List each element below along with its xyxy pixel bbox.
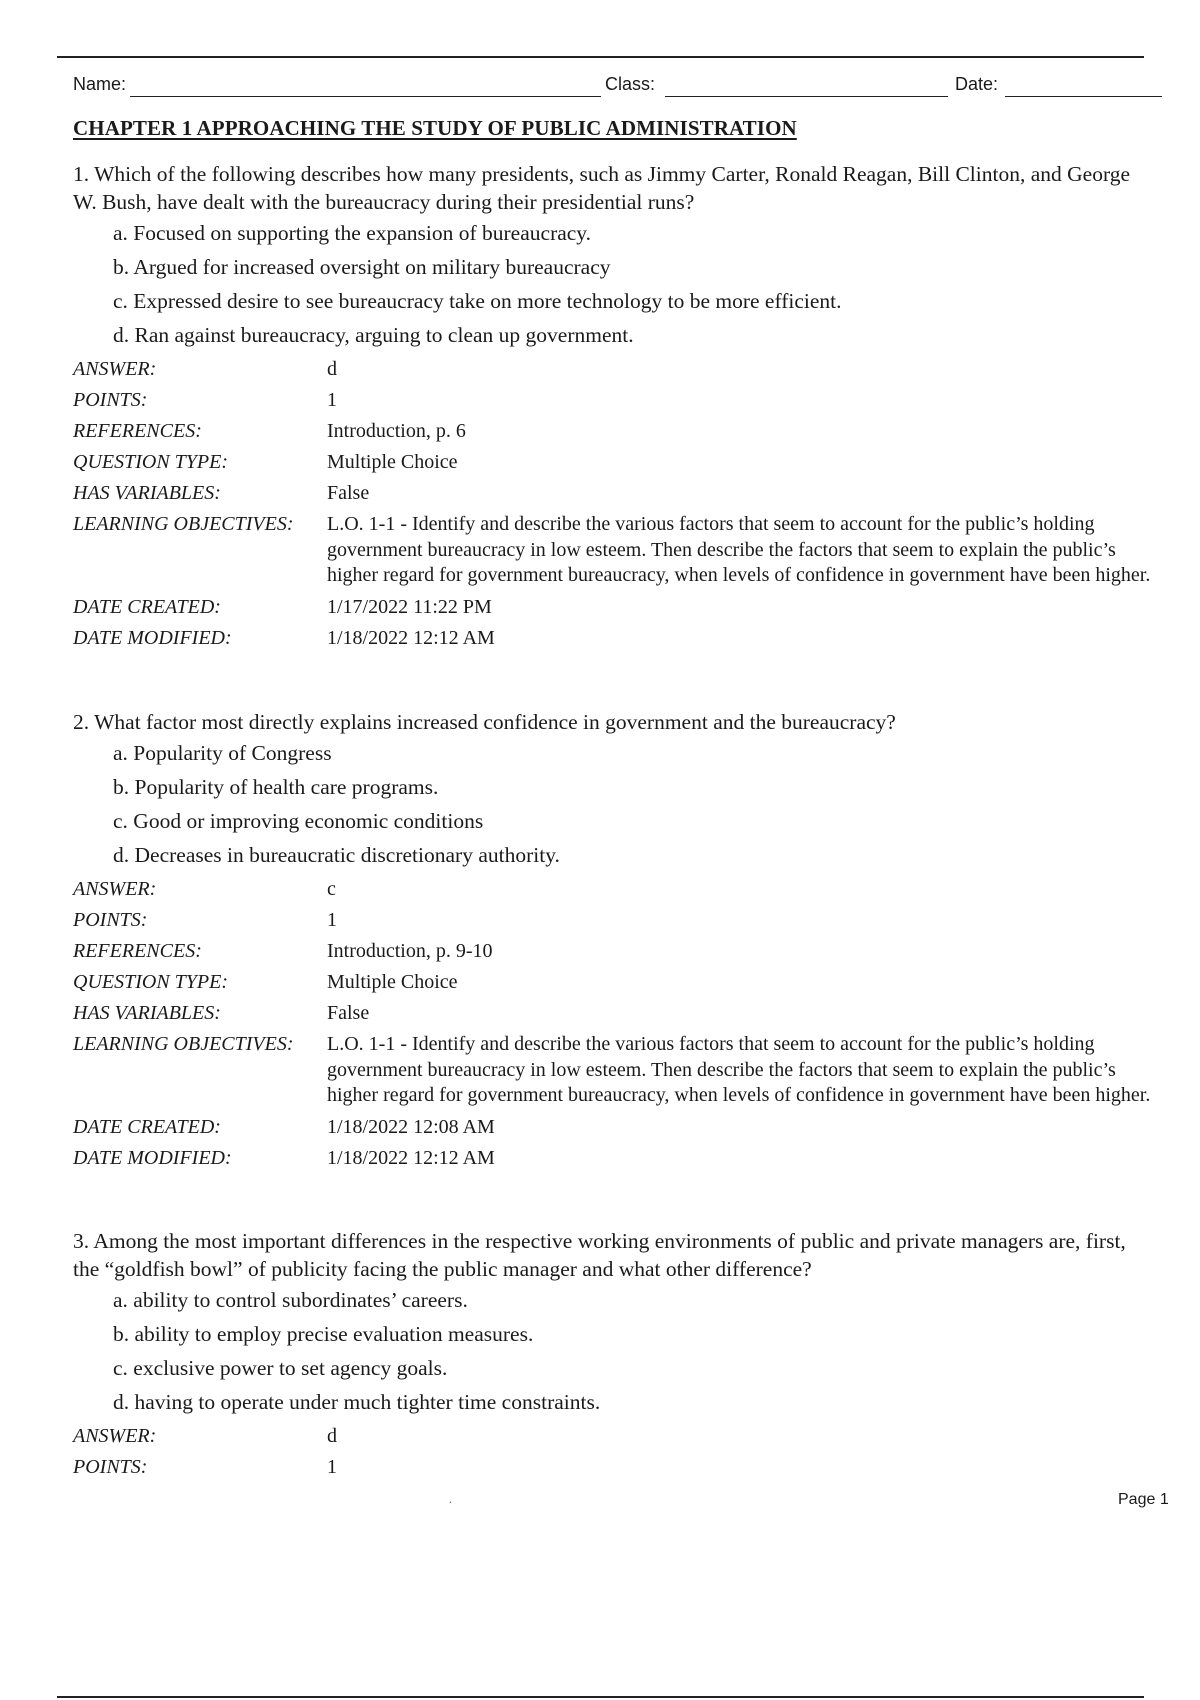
learning-objectives-label: LEARNING OBJECTIVES: bbox=[73, 513, 294, 535]
learning-objectives-row bbox=[73, 509, 1153, 592]
points-label: POINTS: bbox=[73, 909, 148, 931]
answer-value: c bbox=[327, 878, 336, 900]
references-value: Introduction, p. 9-10 bbox=[327, 940, 493, 962]
question-metadata bbox=[73, 354, 1153, 654]
references-label: REFERENCES: bbox=[73, 940, 202, 962]
choice-d: d. having to operate under much tighter time constraints. bbox=[113, 1390, 601, 1414]
question-type-label: QUESTION TYPE: bbox=[73, 451, 229, 473]
name-label: Name: bbox=[73, 74, 127, 94]
has-variables-value: False bbox=[327, 1002, 370, 1024]
date-modified-row bbox=[73, 1143, 1153, 1174]
choice-b: b. Argued for increased oversight on military bureaucracy bbox=[113, 255, 611, 279]
question-2 bbox=[73, 708, 1153, 1174]
has-variables-row bbox=[73, 478, 1153, 509]
choice-c: c. exclusive power to set agency goals. bbox=[113, 1356, 448, 1380]
date-blank-line bbox=[1005, 96, 1162, 97]
answer-label: ANSWER: bbox=[73, 358, 157, 380]
references-row bbox=[73, 416, 1153, 447]
answer-value: d bbox=[327, 1425, 337, 1447]
date-created-label: DATE CREATED: bbox=[73, 1115, 221, 1138]
answer-value: d bbox=[327, 358, 337, 380]
date-modified-value: 1/18/2022 12:12 AM bbox=[327, 626, 495, 649]
references-value: Introduction, p. 6 bbox=[327, 420, 466, 442]
answer-row bbox=[73, 1421, 1153, 1452]
date-modified-value: 1/18/2022 12:12 AM bbox=[327, 1146, 495, 1169]
points-label: POINTS: bbox=[73, 389, 148, 411]
date-created-value: 1/18/2022 12:08 AM bbox=[327, 1115, 495, 1138]
date-created-row bbox=[73, 1112, 1153, 1143]
choice-list bbox=[73, 736, 1153, 872]
points-row bbox=[73, 1452, 1153, 1483]
date-created-label: DATE CREATED: bbox=[73, 595, 221, 618]
points-value: 1 bbox=[327, 389, 337, 411]
class-blank-line bbox=[665, 96, 948, 97]
name-blank-line bbox=[130, 96, 601, 97]
page-number: Page 1 bbox=[1118, 1491, 1169, 1508]
choice-d: d. Ran against bureaucracy, arguing to clean up government. bbox=[113, 323, 634, 347]
question-metadata bbox=[73, 1421, 1153, 1483]
learning-objectives-value: L.O. 1-1 - Identify and describe the various factors that seem to account for the public’s holding government bureaucracy in low esteem. Then describe the factors that seem to explain the public’s higher regard for government bureaucracy, when levels of confidence in government have been higher. bbox=[327, 513, 1151, 586]
date-created-value: 1/17/2022 11:22 PM bbox=[327, 595, 492, 618]
references-label: REFERENCES: bbox=[73, 420, 202, 442]
references-row bbox=[73, 936, 1153, 967]
choice-b: b. Popularity of health care programs. bbox=[113, 775, 439, 799]
choice-c: c. Expressed desire to see bureaucracy take on more technology to be more efficient. bbox=[113, 289, 842, 313]
top-rule bbox=[57, 56, 1144, 58]
points-value: 1 bbox=[327, 1456, 337, 1478]
choice-a: a. Focused on supporting the expansion of bureaucracy. bbox=[113, 221, 592, 245]
date-modified-label: DATE MODIFIED: bbox=[73, 1146, 232, 1169]
points-row bbox=[73, 905, 1153, 936]
question-type-label: QUESTION TYPE: bbox=[73, 971, 229, 993]
points-row bbox=[73, 385, 1153, 416]
question-type-row bbox=[73, 447, 1153, 478]
date-created-row bbox=[73, 592, 1153, 623]
question-type-row bbox=[73, 967, 1153, 998]
choice-b: b. ability to employ precise evaluation measures. bbox=[113, 1322, 534, 1346]
question-metadata bbox=[73, 874, 1153, 1174]
answer-label: ANSWER: bbox=[73, 878, 157, 900]
answer-row bbox=[73, 354, 1153, 385]
has-variables-value: False bbox=[327, 482, 370, 504]
question-text: 2. What factor most directly explains increased confidence in government and the bureaucracy? bbox=[73, 710, 896, 734]
question-3 bbox=[73, 1227, 1153, 1483]
question-text: 1. Which of the following describes how many presidents, such as Jimmy Carter, Ronald Reagan, Bill Clinton, and George W. Bush, have dealt with the bureaucracy during their presidential runs? bbox=[73, 162, 1131, 214]
footer-dot: . bbox=[449, 1492, 452, 1506]
answer-label: ANSWER: bbox=[73, 1425, 157, 1447]
question-text: 3. Among the most important differences in the respective working environments of public and private managers are, first, the “goldfish bowl” of publicity facing the public manager and what other difference? bbox=[73, 1229, 1126, 1281]
points-label: POINTS: bbox=[73, 1456, 148, 1478]
choice-c: c. Good or improving economic conditions bbox=[113, 809, 484, 833]
choice-list bbox=[73, 1283, 1153, 1419]
points-value: 1 bbox=[327, 909, 337, 931]
choice-a: a. Popularity of Congress bbox=[113, 741, 332, 765]
question-type-value: Multiple Choice bbox=[327, 971, 458, 993]
class-label: Class: bbox=[605, 74, 656, 94]
question-1 bbox=[73, 160, 1153, 654]
has-variables-label: HAS VARIABLES: bbox=[73, 1002, 221, 1024]
choice-a: a. ability to control subordinates’ careers. bbox=[113, 1288, 468, 1312]
learning-objectives-row bbox=[73, 1029, 1153, 1112]
choice-list bbox=[73, 216, 1153, 352]
date-modified-row bbox=[73, 623, 1153, 654]
student-info-header bbox=[73, 72, 1163, 100]
learning-objectives-label: LEARNING OBJECTIVES: bbox=[73, 1033, 294, 1055]
learning-objectives-value: L.O. 1-1 - Identify and describe the various factors that seem to account for the public’s holding government bureaucracy in low esteem. Then describe the factors that seem to explain the public’s higher regard for government bureaucracy, when levels of confidence in government have been higher. bbox=[327, 1033, 1151, 1106]
answer-row bbox=[73, 874, 1153, 905]
date-modified-label: DATE MODIFIED: bbox=[73, 626, 232, 649]
chapter-title: CHAPTER 1 APPROACHING THE STUDY OF PUBLIC ADMINISTRATION bbox=[73, 116, 797, 140]
question-type-value: Multiple Choice bbox=[327, 451, 458, 473]
has-variables-label: HAS VARIABLES: bbox=[73, 482, 221, 504]
has-variables-row bbox=[73, 998, 1153, 1029]
date-label: Date: bbox=[955, 74, 999, 94]
choice-d: d. Decreases in bureaucratic discretionary authority. bbox=[113, 843, 560, 867]
bottom-rule bbox=[57, 1696, 1144, 1698]
